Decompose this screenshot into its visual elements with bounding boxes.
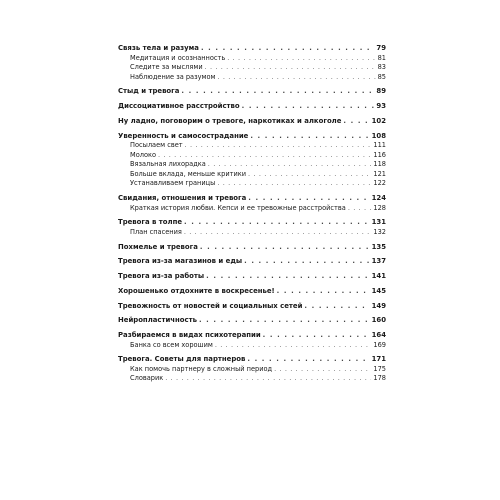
toc-page-number: 118 [373, 160, 386, 169]
dot-leader [181, 87, 374, 97]
toc-page-number: 102 [371, 116, 386, 125]
toc-page-number: 164 [371, 331, 386, 340]
dot-leader [217, 73, 375, 83]
toc-entry-title: Хорошенько отдохните в воскресенье! [118, 286, 275, 295]
toc-entry-title: Посылаем свет [130, 141, 183, 150]
toc-entry-title: Наблюдение за разумом [130, 72, 216, 81]
dot-leader [184, 228, 372, 238]
toc-subsection-row [118, 73, 386, 83]
toc-entry-title: Диссоциативное расстройство [118, 102, 240, 111]
dot-leader [199, 316, 370, 326]
dot-leader [184, 218, 370, 228]
toc-chapter-row [118, 355, 386, 365]
toc-subsection-row [118, 228, 386, 238]
toc-entry-title: Словарик [130, 374, 164, 383]
toc-page-number: 81 [377, 53, 386, 62]
dot-leader [277, 287, 370, 297]
toc-subsection-row [118, 170, 386, 180]
toc-entry-title: Тревога в толпе [118, 218, 183, 227]
toc-page-number: 93 [376, 102, 386, 111]
toc-entry-title: Тревога из-за работы [118, 272, 205, 281]
dot-leader [227, 54, 375, 64]
toc-page-number: 135 [371, 242, 386, 251]
toc-subsection-row [118, 160, 386, 170]
toc-entry-title: Молоко [130, 150, 156, 159]
toc-entry-title: Разбираемся в видах психотерапии [118, 331, 261, 340]
toc-chapter-row [118, 331, 386, 341]
toc-page-number: 85 [377, 72, 386, 81]
toc-subsection-row [118, 151, 386, 161]
toc-page-number: 79 [376, 44, 386, 52]
toc-entry-title: Ну ладно, поговорим о тревоге, наркотиках и алкоголе [118, 116, 342, 125]
toc-page-number: 149 [371, 301, 386, 310]
dot-leader [201, 44, 374, 54]
toc-chapter-row [118, 243, 386, 253]
toc-page-number: 169 [373, 340, 386, 349]
toc-page-number: 132 [373, 227, 386, 236]
toc-subsection-row [118, 63, 386, 73]
toc-page-number: 83 [377, 63, 386, 72]
toc-page-number: 122 [373, 179, 386, 188]
dot-leader [244, 257, 370, 267]
toc-entry-title: Краткая история любви. Кепси и ее тревожные расстройства [130, 203, 346, 212]
toc-chapter-row [118, 132, 386, 142]
toc-chapter-row [118, 257, 386, 267]
toc-chapter-row [118, 117, 386, 127]
toc-page-number: 160 [371, 316, 386, 325]
table-of-contents [118, 44, 386, 384]
toc-chapter-row [118, 44, 386, 54]
dot-leader [304, 302, 369, 312]
toc-subsection-row [118, 204, 386, 214]
dot-leader [242, 102, 375, 112]
dot-leader [208, 160, 372, 170]
toc-page-number: 145 [371, 286, 386, 295]
dot-leader [217, 179, 371, 189]
toc-page-number: 108 [371, 131, 386, 140]
toc-page-number: 178 [373, 374, 386, 383]
dot-leader [348, 204, 372, 214]
toc-page-number: 111 [373, 141, 386, 150]
toc-chapter-row [118, 194, 386, 204]
toc-entry-title: Тревожность от новостей и социальных сетей [118, 301, 303, 310]
dot-leader [343, 117, 369, 127]
toc-entry-title: Тревога из-за магазинов и еды [118, 257, 243, 266]
toc-entry-title: Больше вклада, меньше критики [130, 169, 247, 178]
toc-entry-title: Свидания, отношения и тревога [118, 194, 247, 203]
toc-chapter-row [118, 272, 386, 282]
toc-entry-title: Вязальная лихорадка [130, 160, 206, 169]
toc-page-number: 128 [373, 203, 386, 212]
toc-chapter-row [118, 87, 386, 97]
toc-chapter-row [118, 287, 386, 297]
dot-leader [205, 63, 376, 73]
toc-entry-title: Нейропластичность [118, 316, 197, 325]
toc-subsection-row [118, 365, 386, 375]
dot-leader [274, 365, 371, 375]
toc-page-number: 137 [371, 257, 386, 266]
toc-entry-title: Медитация и осознанность [130, 53, 226, 62]
toc-page-number: 89 [376, 87, 386, 96]
dot-leader [215, 341, 372, 351]
toc-chapter-row [118, 302, 386, 312]
toc-page-number: 121 [373, 169, 386, 178]
dot-leader [247, 355, 369, 365]
dot-leader [206, 272, 369, 282]
toc-entry-title: Стыд и тревога [118, 87, 180, 96]
toc-page-number: 171 [371, 355, 386, 364]
dot-leader [165, 374, 371, 384]
dot-leader [263, 331, 370, 341]
toc-chapter-row [118, 218, 386, 228]
toc-entry-title: Похмелье и тревога [118, 242, 198, 251]
toc-page-number: 116 [373, 150, 386, 159]
dot-leader [185, 141, 372, 151]
dot-leader [250, 132, 369, 142]
toc-entry-title: Следите за мыслями [130, 63, 203, 72]
toc-subsection-row [118, 54, 386, 64]
dot-leader [248, 194, 369, 204]
toc-chapter-row [118, 102, 386, 112]
toc-chapter-row [118, 316, 386, 326]
toc-subsection-row [118, 179, 386, 189]
dot-leader [158, 151, 371, 161]
dot-leader [248, 170, 371, 180]
toc-entry-title: Уверенность и самосострадание [118, 131, 249, 140]
toc-entry-title: Связь тела и разума [118, 44, 199, 52]
toc-entry-title: Банка со всем хорошим [130, 340, 213, 349]
toc-entry-title: План спасения [130, 227, 182, 236]
toc-subsection-row [118, 374, 386, 384]
toc-entry-title: Устанавливаем границы [130, 179, 216, 188]
toc-subsection-row [118, 141, 386, 151]
toc-page-number: 131 [371, 218, 386, 227]
toc-page-number: 175 [373, 364, 386, 373]
dot-leader [200, 243, 370, 253]
toc-entry-title: Как помочь партнеру в сложный период [130, 364, 273, 373]
toc-page-number: 141 [371, 272, 386, 281]
toc-entry-title: Тревога. Советы для партнеров [118, 355, 246, 364]
toc-subsection-row [118, 341, 386, 351]
toc-page-number: 124 [371, 194, 386, 203]
